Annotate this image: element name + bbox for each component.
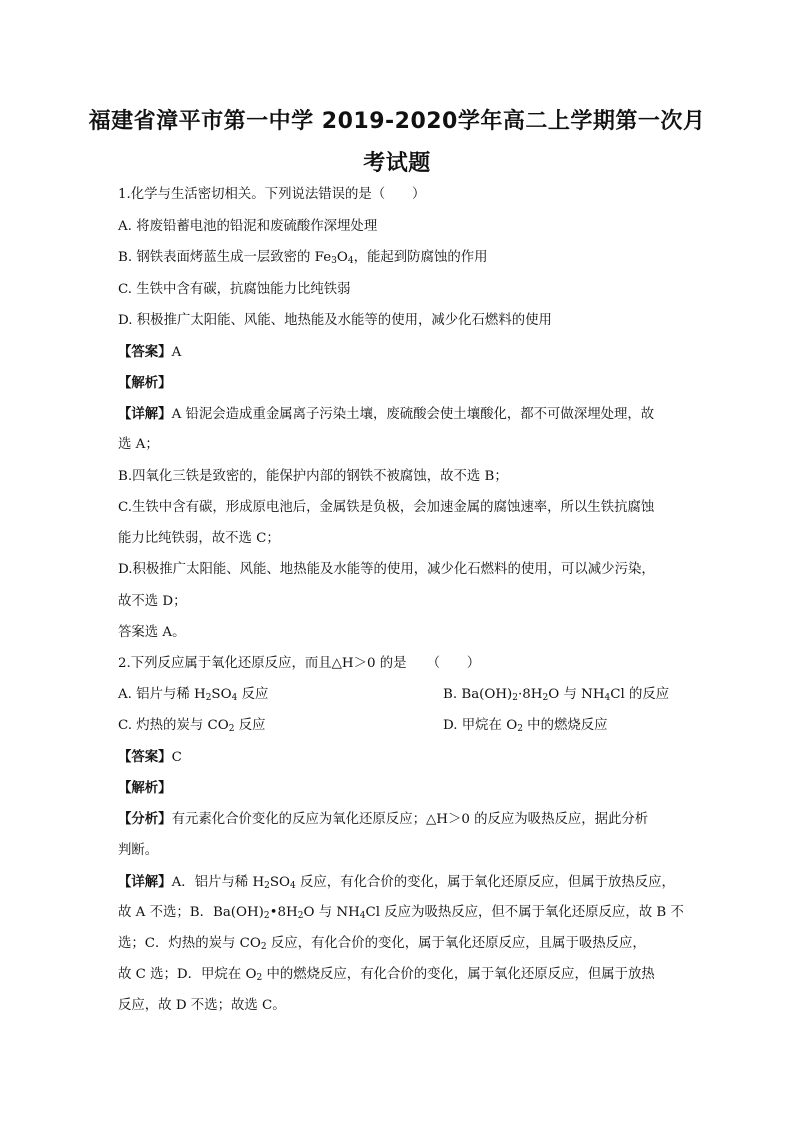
q1-option-b-sub: 3 (331, 256, 337, 266)
q2-option-b-sub: 2 (512, 693, 519, 703)
q2-detail-line-4 (118, 966, 655, 984)
q1-detail-line-5: 能力比纯铁弱，故不选 C； (118, 531, 280, 546)
answer-value: C (171, 750, 182, 765)
q1-analysis-tag: 【解析】 (118, 375, 172, 391)
detail-sub: 4 (290, 881, 296, 891)
q1-option-a: A. 将废铅蓄电池的铅泥和废硫酸作深埋处理 (118, 219, 378, 234)
answer-value: A (171, 345, 182, 360)
q1-option-b-sub: 4 (347, 256, 354, 266)
q2-option-d-text: 中的燃烧反应 (522, 718, 608, 733)
answer-tag: 【答案】 (118, 344, 172, 360)
analyze-text: 有元素化合价变化的反应为氧化还原反应；△H＞0 的反应为吸热反应，据此分析 (171, 812, 649, 827)
q1-option-b-text: O (336, 250, 348, 265)
q2-option-c-text: 反应 (234, 718, 266, 733)
q2-option-a-sub: 4 (231, 693, 238, 703)
detail-tag: 【详解】 (118, 406, 172, 422)
q2-option-c-text: C. 灼热的炭与 CO (118, 718, 229, 733)
q2-stem: 2.下列反应属于氧化还原反应，而且△H＞0 的是 （ ） (118, 656, 481, 671)
q1-detail-line-6: D.积极推广太阳能、风能、地热能及水能等的使用，减少化石燃料的使用，可以减少污染， (118, 562, 655, 577)
q2-option-b-text: Cl 的反应 (610, 687, 670, 702)
q2-analyze-line-2: 判断。 (118, 843, 159, 858)
q2-answer (118, 748, 182, 767)
q1-detail-line-2: 选 A； (118, 437, 159, 452)
answer-tag: 【答案】 (118, 749, 172, 765)
q1-stem: 1.化学与生活密切相关。下列说法错误的是（ ） (118, 187, 426, 202)
detail-sub: 2 (297, 911, 304, 921)
q1-detail-line-1 (118, 405, 654, 424)
q1-option-d: D. 积极推广太阳能、风能、地热能及水能等的使用，减少化石燃料的使用 (118, 313, 552, 328)
q2-analyze-line-1 (118, 810, 648, 829)
detail-text: 反应，有化合价的变化，属于氧化还原反应，且属于吸热反应， (266, 936, 646, 951)
document-title-line-1: 福建省漳平市第一中学 2019-2020学年高二上学期第一次月 (88, 109, 706, 134)
q2-option-c-sub: 2 (228, 724, 235, 734)
q2-analysis-tag: 【解析】 (118, 780, 172, 796)
detail-text: SO (269, 875, 291, 890)
detail-sub: 4 (359, 911, 366, 921)
detail-sub: 2 (260, 942, 267, 952)
detail-sub: 2 (256, 973, 263, 983)
detail-text: 故 C 选；D．甲烷在 O (118, 967, 257, 982)
detail-text: 反应，有化合价的变化，属于氧化还原反应，但属于放热反应， (295, 875, 675, 890)
q1-option-c: C. 生铁中含有碳，抗腐蚀能力比纯铁弱 (118, 282, 351, 297)
q2-option-a-text: A. 铝片与稀 H (118, 687, 206, 702)
q2-detail-line-3 (118, 935, 646, 953)
q1-option-b (118, 249, 488, 267)
q1-option-b-text: B. 钢铁表面烤蓝生成一层致密的 Fe (118, 250, 332, 265)
detail-text: A 铅泥会造成重金属离子污染土壤，废硫酸会使土壤酸化，都不可做深埋处理，故 (171, 407, 655, 422)
detail-text: O 与 NH (303, 905, 360, 920)
q2-option-b-sub: 4 (604, 693, 611, 703)
detail-text: A．铝片与稀 H (171, 875, 265, 890)
q1-answer (118, 343, 181, 362)
detail-text: Cl 反应为吸热反应，但不属于氧化还原反应，故 B 不 (365, 905, 684, 920)
analyze-tag: 【分析】 (118, 811, 172, 827)
q2-option-b-sub: 2 (542, 693, 549, 703)
q1-detail-line-8: 答案选 A。 (118, 625, 186, 640)
q2-option-d (443, 717, 608, 735)
q2-option-a-text: SO (211, 687, 232, 702)
document-title-line-2: 考试题 (363, 151, 431, 176)
q2-detail-line-2 (118, 904, 684, 922)
q2-option-b-text: O 与 NH (548, 687, 605, 702)
detail-sub: 2 (264, 881, 270, 891)
q1-detail-line-4: C.生铁中含有碳，形成原电池后，金属铁是负极，会加速金属的腐蚀速率，所以生铁抗腐蚀 (118, 500, 655, 515)
q1-option-b-text: ，能起到防腐蚀的作用 (353, 250, 488, 265)
q2-option-d-sub: 2 (517, 724, 523, 734)
q1-detail-line-3: B.四氧化三铁是致密的，能保护内部的钢铁不被腐蚀，故不选 B； (118, 469, 508, 484)
detail-sub: 2 (263, 911, 270, 921)
detail-text: 故 A 不选；B．Ba(OH) (118, 905, 264, 920)
q2-option-b (443, 686, 669, 704)
q2-option-a-text: 反应 (237, 687, 269, 702)
detail-tag: 【详解】 (118, 874, 172, 890)
q2-option-b-text: B. Ba(OH) (443, 687, 513, 702)
detail-text: •8H (269, 905, 298, 920)
q2-option-d-text: D. 甲烷在 O (443, 718, 518, 733)
q2-detail-line-5: 反应，故 D 不选；故选 C。 (118, 998, 286, 1013)
q2-option-a (118, 686, 268, 704)
q2-detail-line-1 (118, 873, 675, 892)
detail-text: 选；C．灼热的炭与 CO (118, 936, 261, 951)
q1-detail-line-7: 故不选 D； (118, 594, 187, 609)
q2-option-c (118, 717, 266, 735)
q2-option-b-text: ·8H (518, 687, 543, 702)
detail-text: 中的燃烧反应，有化合价的变化，属于氧化还原反应，但属于放热 (262, 967, 655, 982)
q2-option-a-sub: 2 (205, 693, 212, 703)
